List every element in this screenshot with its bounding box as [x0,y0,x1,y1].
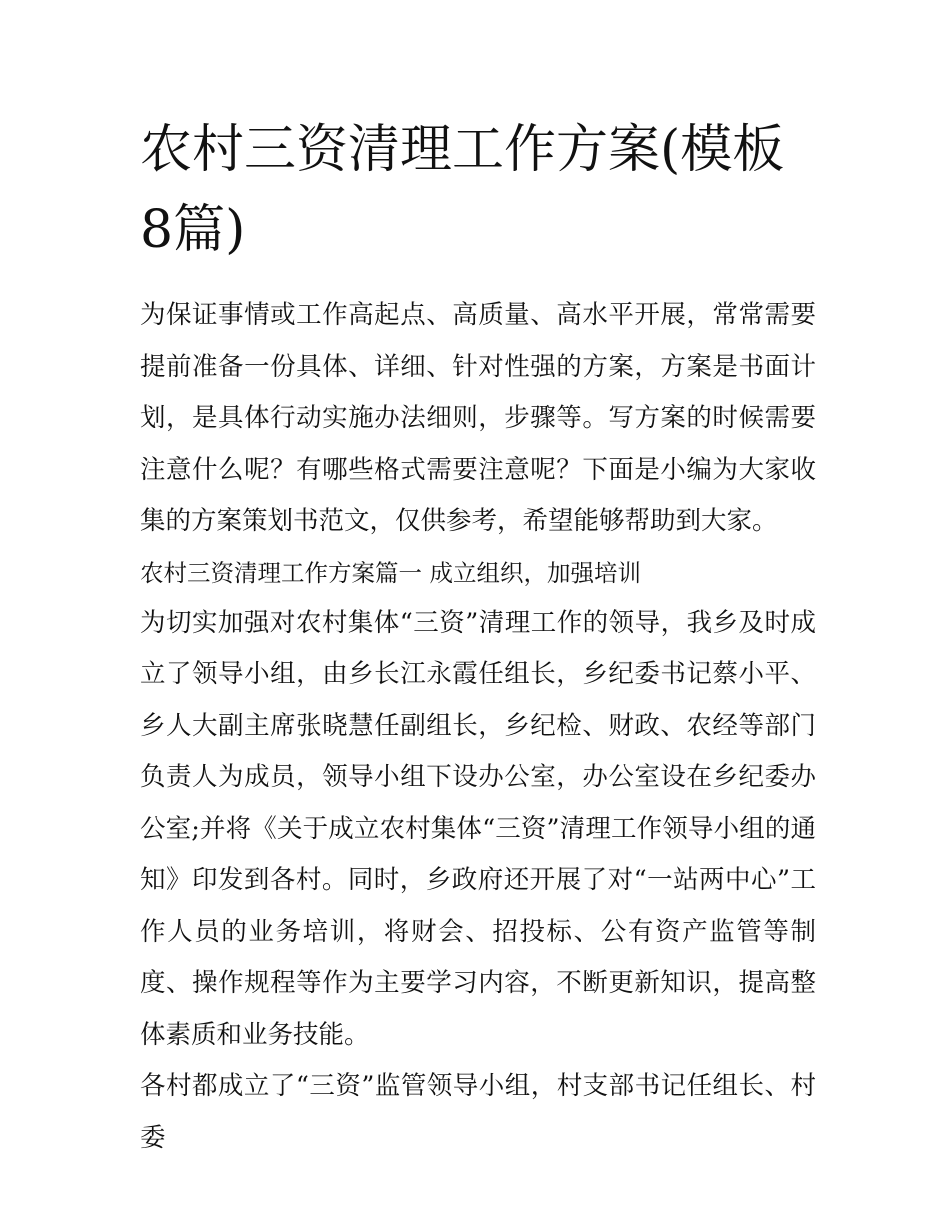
body-paragraph: 为切实加强对农村集体“三资”清理工作的领导，我乡及时成立了领导小组，由乡长江永霞任组长，乡纪委书记蔡小平、乡人大副主席张晓慧任副组长，乡纪检、财政、农经等部门负责人为成员，领导小组下设办公室，办公室设在乡纪委办公室;并将《关于成立农村集体“三资”清理工作领导小组的通知》印发到各村。同时，乡政府还开展了对“一站两中心”工作人员的业务培训，将财会、招投标、公有资产监管等制度、操作规程等作为主要学习内容，不断更新知识，提高整体素质和业务技能。 [140,607,816,1050]
intro-paragraph: 为保证事情或工作高起点、高质量、高水平开展，常常需要提前准备一份具体、详细、针对性强的方案，方案是书面计划，是具体行动实施办法细则，步骤等。写方案的时候需要注意什么呢？有哪些格式需要注意呢？下面是小编为大家收集的方案策划书范文，仅供参考，希望能够帮助到大家。 [140,300,816,536]
document-page [140,110,816,1164]
body-paragraph: 各村都成立了“三资”监管领导小组，村支部书记任组长、村委 [140,1071,816,1153]
section-heading: 农村三资清理工作方案篇一 成立组织，加强培训 [140,558,641,587]
document-title: 农村三资清理工作方案(模板8篇) [140,120,785,260]
